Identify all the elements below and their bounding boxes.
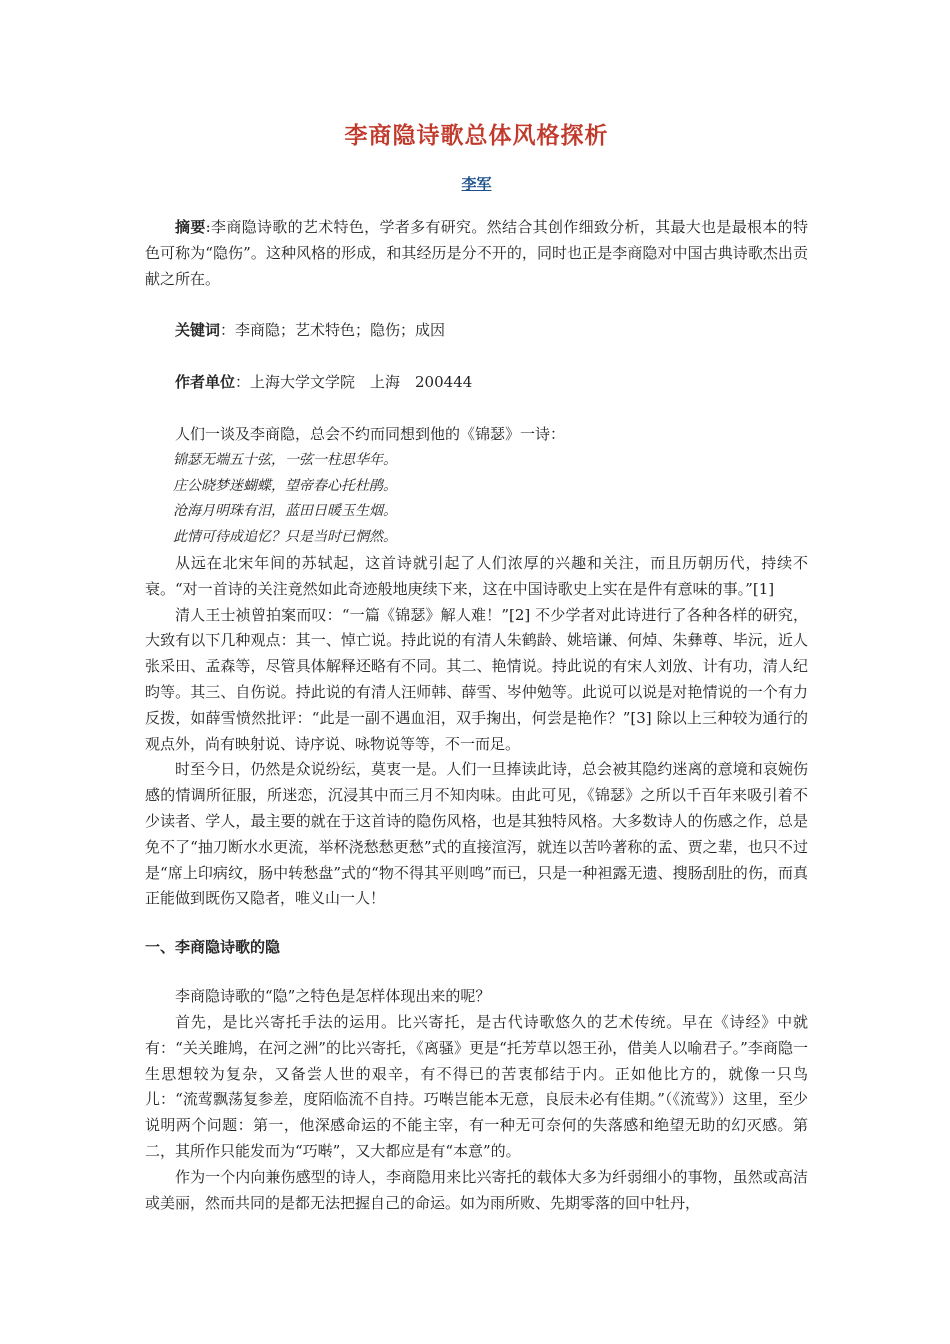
document-page bbox=[145, 118, 808, 1216]
section-paragraph: 作为一个内向兼伤感型的诗人，李商隐用来比兴寄托的载体大多为纤弱细小的事物，虽然或高洁或美丽，然而共同的是都无法把握自己的命运。如为雨所败、先期零落的回中牡丹， bbox=[145, 1167, 808, 1212]
section-heading: 一、李商隐诗歌的隐 bbox=[145, 938, 281, 957]
body-paragraph: 时至今日，仍然是众说纷纭，莫衷一是。人们一旦捧读此诗，总会被其隐约迷离的意境和哀婉伤感的情调所征服，所迷恋，沉浸其中而三月不知肉味。由此可见，《锦瑟》之所以千百年来吸引着不少读者、学人，最主要的就在于这首诗的隐伤风格，也是其独特风格。大多数诗人的伤感之作，总是免不了“抽刀断水水更流，举杯浇愁愁更愁”式的直接渲泻，就连以苦吟著称的孟、贾之辈，也只不过是“席上印病纹，肠中转愁盘”式的“物不得其平则鸣”而已，只是一种袒露无遗、搜肠刮肚的伤，而真正能做到既伤又隐者，唯义山一人！ bbox=[145, 760, 808, 908]
abstract-paragraph bbox=[145, 215, 808, 292]
keywords-paragraph bbox=[145, 318, 808, 344]
section-paragraph: 李商隐诗歌的“隐”之特色是怎样体现出来的呢？ bbox=[175, 987, 491, 1006]
page-title: 李商隐诗歌总体风格探析 bbox=[344, 123, 609, 149]
body-paragraph: 从远在北宋年间的苏轼起，这首诗就引起了人们浓厚的兴趣和关注，而且历朝历代，持续不衰。“对一首诗的关注竟然如此奇迹般地庚续下来，这在中国诗歌史上实在是件有意味的事。”[1] bbox=[145, 553, 808, 598]
poem-line: 沧海月明珠有泪，蓝田日暖玉生烟。 bbox=[173, 503, 397, 520]
author-unit-text: ：上海大学文学院 上海 200444 bbox=[235, 373, 473, 392]
author-unit-paragraph bbox=[145, 370, 808, 396]
keywords-text: ：李商隐；艺术特色；隐伤；成因 bbox=[220, 321, 446, 340]
abstract-text: :李商隐诗歌的艺术特色，学者多有研究。然结合其创作细致分析，其最大也是最根本的特色可称为“隐伤”。这种风格的形成，和其经历是分不开的，同时也正是李商隐对中国古典诗歌杰出贡献之所在。 bbox=[145, 218, 808, 288]
poem-line: 锦瑟无端五十弦，一弦一柱思华年。 bbox=[173, 451, 397, 468]
intro-paragraph: 人们一谈及李商隐，总会不约而同想到他的《锦瑟》一诗： bbox=[175, 424, 566, 443]
section-paragraph: 首先，是比兴寄托手法的运用。比兴寄托，是古代诗歌悠久的艺术传统。早在《诗经》中就有：“关关雎鸠，在河之洲”的比兴寄托，《离骚》更是“托芳草以怨王孙，借美人以喻君子。”李商隐一生思想较为复杂，又备尝人世的艰辛，有不得已的苦衷郁结于内。正如他比方的，就像一只鸟儿：“流莺飘荡复参差，度陌临流不自持。巧啭岂能本无意，良辰未必有佳期。”（《流莺》）这里，至少说明两个问题：第一，他深感命运的不能主宰，有一种无可奈何的失落感和绝望无助的幻灭感。第二，其所作只能发而为“巧啭”，又大都应是有“本意”的。 bbox=[145, 1012, 808, 1160]
poem-line: 此情可待成追忆？只是当时已惘然。 bbox=[173, 529, 397, 546]
author-unit-label: 作者单位 bbox=[175, 373, 236, 392]
author-link[interactable]: 李军 bbox=[461, 175, 492, 193]
abstract-label: 摘要 bbox=[175, 218, 206, 236]
body-paragraph: 清人王士祯曾拍案而叹：“一篇《锦瑟》解人难！”[2] 不少学者对此诗进行了各种各样的研究，大致有以下几种观点：其一、悼亡说。持此说的有清人朱鹤龄、姚培谦、何焯、朱彝尊、毕沅，近人张采田、孟森等，尽管具体解释还略有不同。其二、艳情说。持此说的有宋人刘攽、计有功，清人纪昀等。其三、自伤说。持此说的有清人汪师韩、薛雪、岑仲勉等。此说可以说是对艳情说的一个有力反拨，如薛雪愤然批评：“此是一副不遇血泪，双手掬出，何尝是艳作？”[3] 除以上三种较为通行的观点外，尚有映射说、诗序说、咏物说等等，不一而足。 bbox=[145, 605, 808, 753]
poem-line: 庄公晓梦迷蝴蝶，望帝春心托杜鹃。 bbox=[173, 477, 397, 494]
author-line bbox=[145, 172, 808, 196]
keywords-label: 关键词 bbox=[175, 321, 221, 340]
